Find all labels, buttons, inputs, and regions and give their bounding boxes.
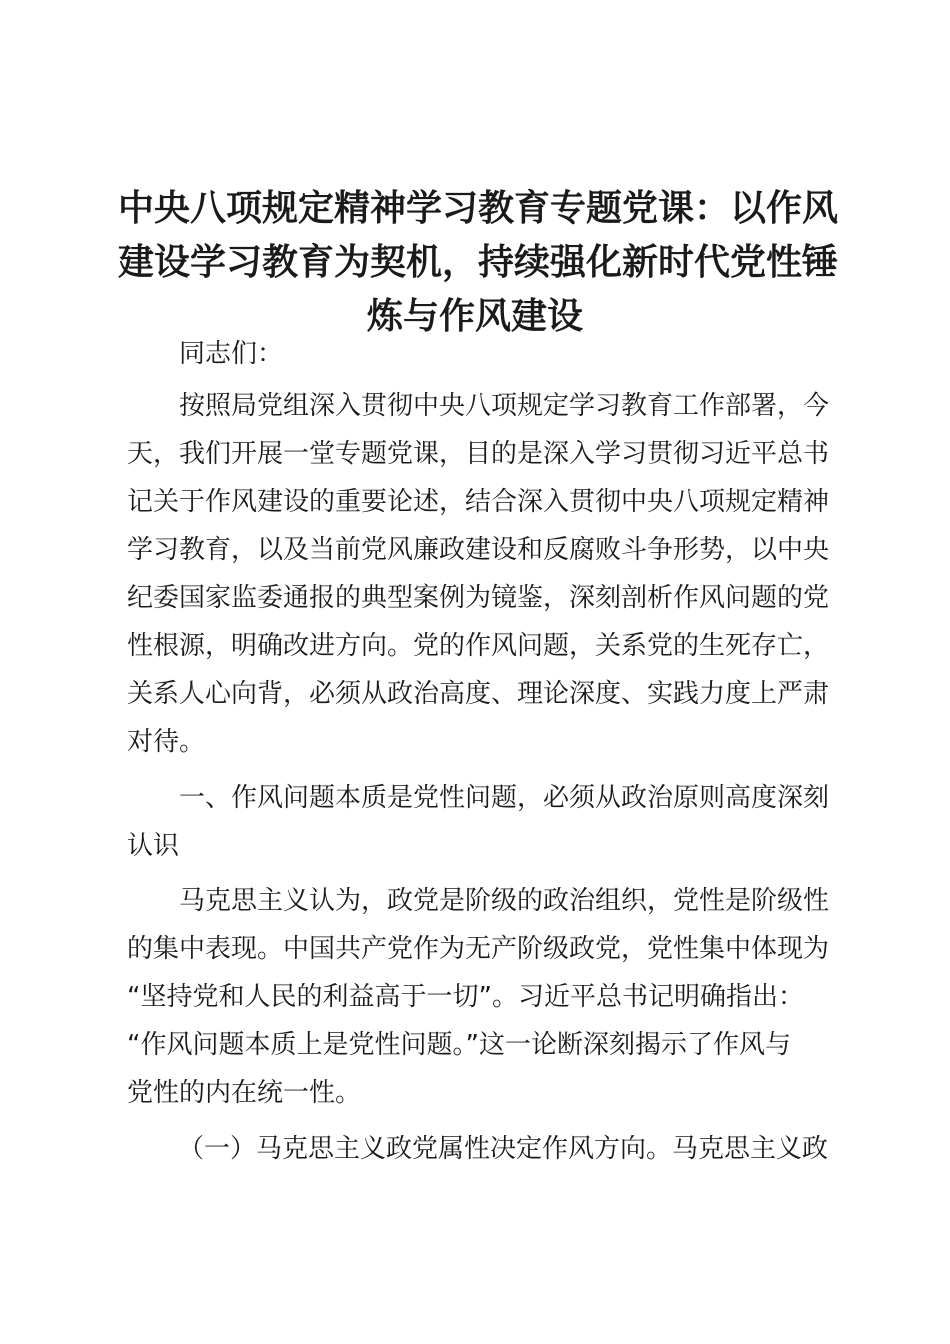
paragraph-line: 学习教育，以及当前党风廉政建设和反腐败斗争形势，以中央	[127, 535, 830, 565]
paragraph-line: 的集中表现。中国共产党作为无产阶级政党，党性集中体现为	[127, 934, 830, 964]
title-line-3: 炼与作风建设	[366, 296, 583, 337]
paragraph-line: 马克思主义认为，政党是阶级的政治组织，党性是阶级性	[179, 886, 830, 916]
paragraph-line: 纪委国家监委通报的典型案例为镜鉴，深刻剖析作风问题的党	[127, 583, 830, 613]
paragraph-line: 天，我们开展一堂专题党课，目的是深入学习贯彻习近平总书	[127, 439, 830, 469]
paragraph-line: 对待。	[127, 727, 206, 757]
paragraph-line: 记关于作风建设的重要论述，结合深入贯彻中央八项规定精神	[127, 487, 830, 517]
paragraph-line: 性根源，明确改进方向。党的作风问题，关系党的生死存亡，	[127, 631, 830, 661]
subsection-line: （一）马克思主义政党属性决定作风方向。马克思主义政	[178, 1134, 829, 1164]
document-title	[118, 182, 839, 344]
paragraph-line: 按照局党组深入贯彻中央八项规定学习教育工作部署，今	[179, 391, 830, 421]
paragraph-line: “坚持党和人民的利益高于一切”。习近平总书记明确指出：	[127, 982, 804, 1012]
salutation: 同志们：	[179, 339, 284, 369]
title-line-1: 中央八项规定精神学习教育专题党课：以作风	[118, 188, 839, 229]
title-line-2: 建设学习教育为契机，持续强化新时代党性锤	[118, 242, 839, 283]
paragraph-line: 党性的内在统一性。	[127, 1078, 362, 1108]
paragraph-line: 关系人心向背，必须从政治高度、理论深度、实践力度上严肃	[127, 679, 830, 709]
section-heading: 认识	[127, 831, 180, 861]
section-heading: 一、作风问题本质是党性问题，必须从政治原则高度深刻	[179, 783, 830, 813]
paragraph-line: “作风问题本质上是党性问题。”这一论断深刻揭示了作风与	[127, 1030, 791, 1060]
